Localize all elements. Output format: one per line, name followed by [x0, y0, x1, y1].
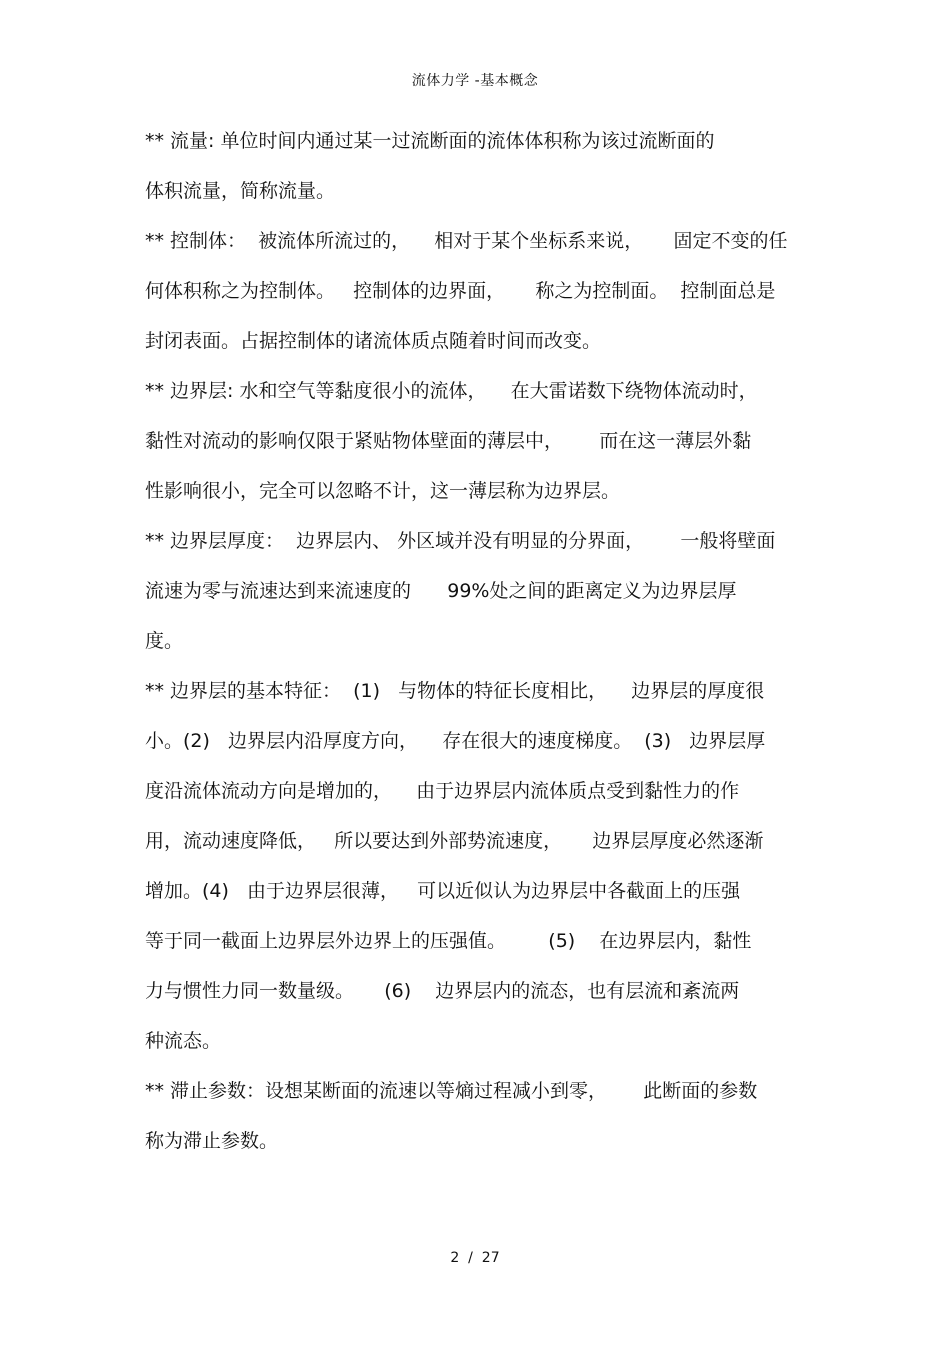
text-line: ** 流量: 单位时间内通过某一过流断面的流体体积称为该过流断面的 [145, 130, 715, 152]
text-line: ** 边界层的基本特征： (1) 与物体的特征长度相比， 边界层的厚度很 [145, 680, 765, 702]
page-header: 流体力学 -基本概念 [411, 73, 539, 89]
text-line: 性影响很小，完全可以忽略不计，这一薄层称为边界层。 [145, 480, 621, 502]
text-line: 度沿流体流动方向是增加的， 由于边界层内流体质点受到黏性力的作 [145, 780, 740, 802]
text-line: 力与惯性力同一数量级。 (6) 边界层内的流态，也有层流和紊流两 [145, 980, 740, 1002]
text-line: 用，流动速度降低， 所以要达到外部势流速度， 边界层厚度必然逐渐 [145, 830, 764, 852]
document-body [145, 121, 810, 1171]
text-line: 封闭表面。占据控制体的诸流体质点随着时间而改变。 [145, 330, 602, 352]
text-line: 流速为零与流速达到来流速度的 99%处之间的距离定义为边界层厚 [145, 580, 737, 602]
text-line: ** 边界层: 水和空气等黏度很小的流体， 在大雷诺数下绕物体流动时， [145, 380, 758, 402]
text-line: 等于同一截面上边界层外边界上的压强值。 (5) 在边界层内，黏性 [145, 930, 752, 952]
text-line: 体积流量，简称流量。 [145, 180, 336, 202]
page-number: 2 / 27 [450, 1250, 500, 1266]
text-line: 度。 [145, 630, 184, 652]
text-line: ** 滞止参数：设想某断面的流速以等熵过程减小到零， 此断面的参数 [145, 1080, 758, 1102]
text-line: ** 控制体： 被流体所流过的， 相对于某个坐标系来说， 固定不变的任 [145, 230, 788, 252]
text-line: 小。(2) 边界层内沿厚度方向， 存在很大的速度梯度。 (3) 边界层厚 [145, 730, 766, 752]
text-line: 称为滞止参数。 [145, 1130, 279, 1152]
text-line: 何体积称之为控制体。 控制体的边界面， 称之为控制面。 控制面总是 [145, 280, 776, 302]
text-line: 种流态。 [145, 1030, 222, 1052]
text-line: 黏性对流动的影响仅限于紧贴物体壁面的薄层中， 而在这一薄层外黏 [145, 430, 752, 452]
text-line: ** 边界层厚度： 边界层内、 外区域并没有明显的分界面， 一般将壁面 [145, 530, 776, 552]
text-line: 增加。(4) 由于边界层很薄， 可以近似认为边界层中各截面上的压强 [145, 880, 741, 902]
